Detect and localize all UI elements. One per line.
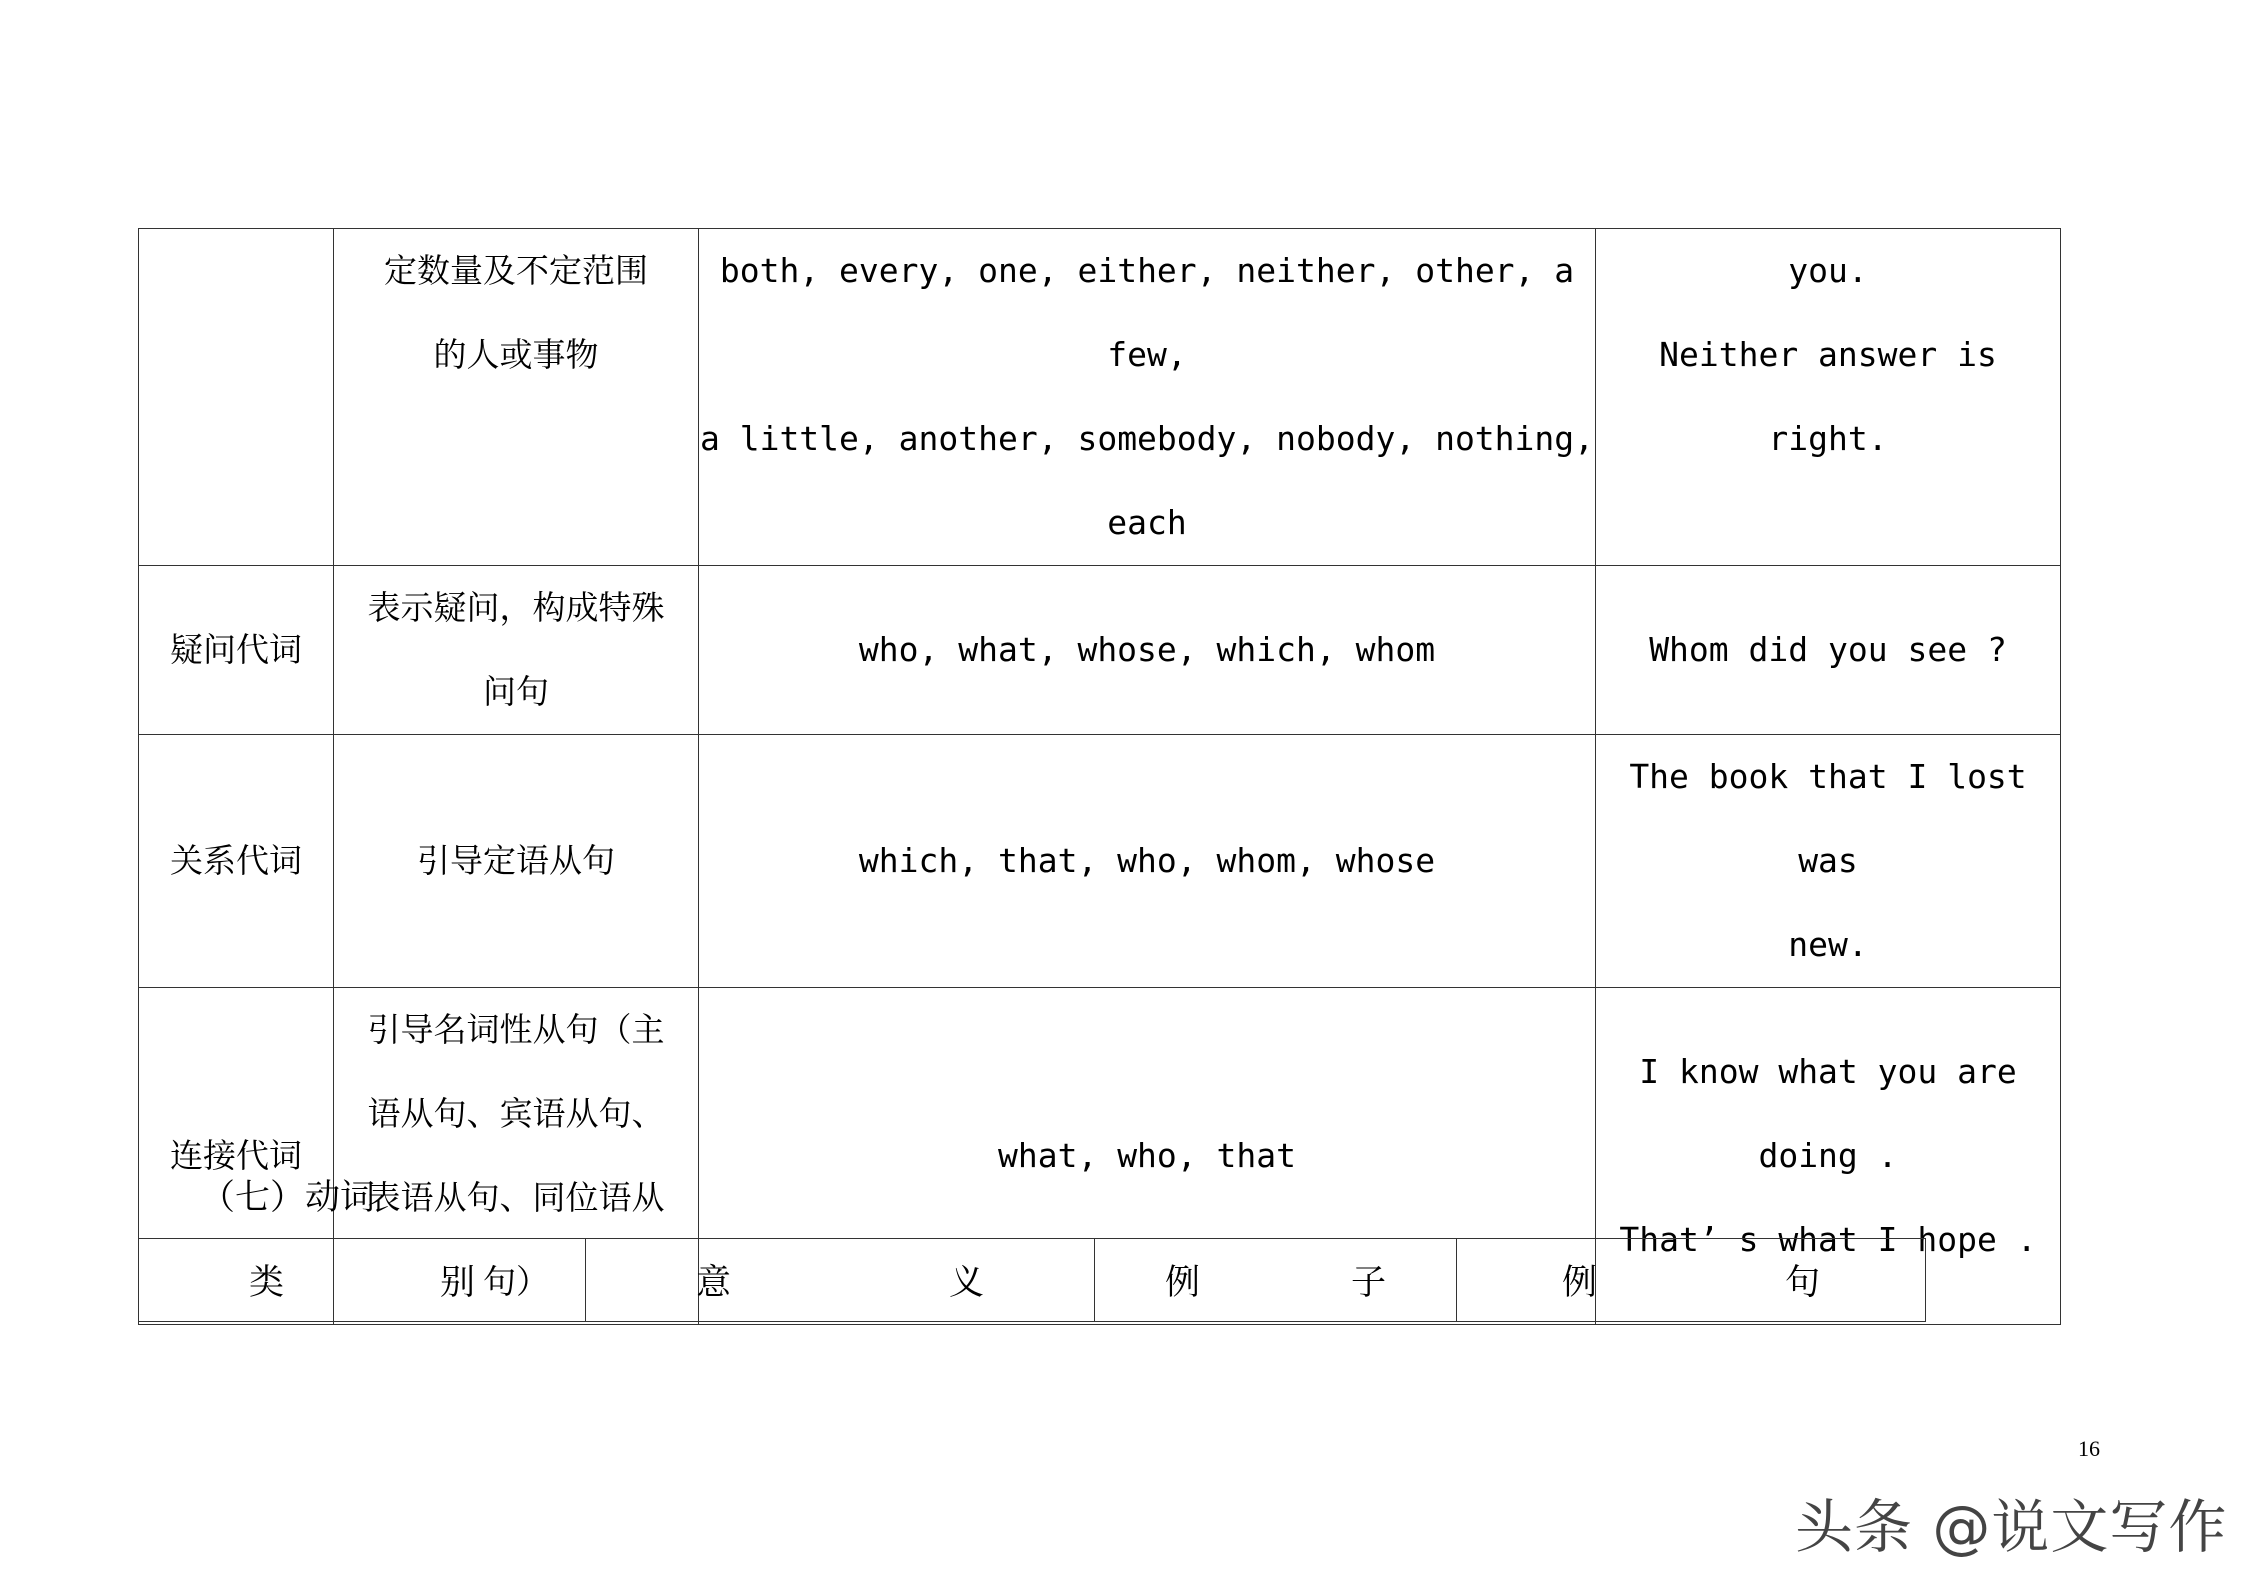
verb-table: [138, 1238, 1926, 1322]
words-cell: [699, 735, 1596, 988]
watermark: 头条 @说文写作: [1795, 1493, 2228, 1561]
header-char: 类: [249, 1263, 285, 1303]
header-char: 意: [696, 1263, 732, 1303]
example-line: That’ s what I hope .: [1619, 1220, 2037, 1259]
meaning-line: 表示疑问，构成特殊: [367, 588, 665, 627]
header-cell-meaning: [586, 1239, 1095, 1322]
words-line: both, every, one, either, neither, other, a few,: [719, 251, 1575, 374]
example-line: new.: [1788, 925, 1868, 964]
section-heading: （七）动词: [200, 1178, 376, 1218]
category-cell: [139, 566, 334, 735]
header-char: 句: [1784, 1263, 1820, 1303]
words-line: each: [1107, 503, 1187, 542]
page-number: 16: [2078, 1436, 2100, 1461]
words-line: what, who, that: [997, 1136, 1296, 1175]
example-cell: [1596, 229, 2061, 566]
example-line: Neither answer is right.: [1659, 335, 1997, 458]
header-char: 例: [1562, 1263, 1598, 1303]
pronoun-table: [138, 228, 2061, 1325]
table-header-row: [139, 1239, 1926, 1322]
category-label: 关系代词: [170, 841, 302, 880]
category-label: 连接代词: [170, 1136, 302, 1175]
words-cell: [699, 566, 1596, 735]
words-cell: [699, 229, 1596, 566]
header-char: 例: [1165, 1263, 1201, 1303]
category-cell: [139, 735, 334, 988]
header-char: 子: [1350, 1263, 1386, 1303]
example-line: doing .: [1758, 1136, 1898, 1175]
header-cell-category: [139, 1239, 586, 1322]
meaning-cell: [334, 735, 699, 988]
words-line: a little, another, somebody, nobody, nothing,: [699, 419, 1595, 458]
meaning-line: 引导定语从句: [417, 841, 615, 880]
header-char: 别: [439, 1263, 475, 1303]
table-row: [139, 566, 2061, 735]
meaning-line: 问句: [483, 672, 549, 711]
meaning-cell: [334, 229, 699, 566]
example-line: I know what you are: [1639, 1052, 2017, 1091]
meaning-cell: [334, 566, 699, 735]
example-line: Whom did you see ?: [1649, 630, 2007, 669]
words-line: which, that, who, whom, whose: [858, 841, 1436, 880]
table-row: [139, 735, 2061, 988]
meaning-line: 句）: [483, 1262, 549, 1301]
example-cell: [1596, 566, 2061, 735]
category-label: 疑问代词: [170, 630, 302, 669]
header-char: 义: [948, 1263, 984, 1303]
meaning-line: 的人或事物: [433, 335, 599, 374]
meaning-line: 定数量及不定范围: [384, 251, 648, 290]
header-cell-sentence: [1457, 1239, 1926, 1322]
example-line: you.: [1788, 251, 1868, 290]
meaning-line: 语从句、宾语从句、: [367, 1094, 665, 1133]
words-line: who, what, whose, which, whom: [858, 630, 1436, 669]
table-row: [139, 229, 2061, 566]
example-line: The book that I lost was: [1629, 757, 2027, 880]
meaning-line: 引导名词性从句（主: [367, 1010, 665, 1049]
meaning-line: 表语从句、同位语从: [367, 1178, 665, 1217]
header-cell-example: [1095, 1239, 1457, 1322]
category-cell: [139, 229, 334, 566]
example-cell: [1596, 735, 2061, 988]
